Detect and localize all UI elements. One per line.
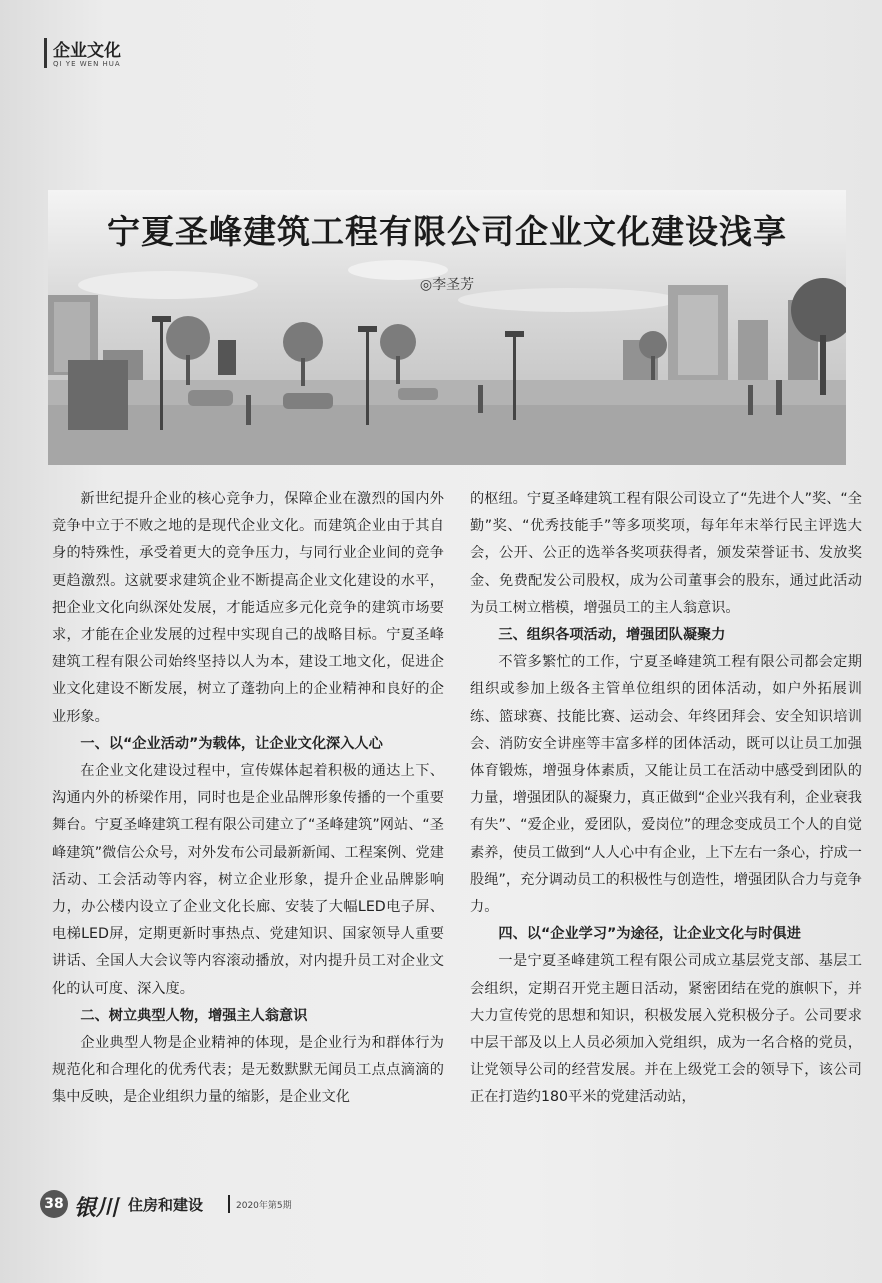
paragraph: 不管多繁忙的工作，宁夏圣峰建筑工程有限公司都会定期组织或参加上级各主管单位组织的团体活动，如户外拓展训练、篮球赛、技能比赛、运动会、年终团拜会、安全知识培训会、消防安全讲座等丰富多样的团体活动，既可以让员工加强体育锻炼，增强身体素质，又能让员工在活动中感受到团队的力量，增强团队的凝聚力，真正做到“企业兴我有利，企业衰我有失”、“爱企业，爱团队，爱岗位”的理念变成员工个人的自觉素养，使员工做到“人人心中有企业，上下左右一条心，拧成一股绳”，充分调动员工的积极性与创造性，增强团队合力与竞争力。 xyxy=(470,654,862,916)
section-heading: 三、组织各项活动，增强团队凝聚力 xyxy=(498,627,726,644)
footer-divider xyxy=(228,1195,230,1213)
article-column-left xyxy=(52,486,444,1112)
paragraph: 企业典型人物是企业精神的体现，是企业行为和群体行为规范化和合理化的优秀代表；是无数默默无闻员工点点滴滴的集中反映，是企业组织力量的缩影，是企业文化 xyxy=(52,1035,444,1106)
magazine-name: 住房和建设 xyxy=(128,1196,204,1214)
article-banner xyxy=(48,190,846,465)
section-heading: 二、树立典型人物，增强主人翁意识 xyxy=(80,1007,308,1024)
issue-label: 2020年第5期 xyxy=(236,1201,292,1211)
page-number: 38 xyxy=(40,1190,68,1218)
article-title: 宁夏圣峰建筑工程有限公司企业文化建设浅享 xyxy=(107,212,787,251)
section-divider xyxy=(44,38,47,68)
paragraph: 新世纪提升企业的核心竞争力，保障企业在激烈的国内外竞争中立于不败之地的是现代企业文化。而建筑企业由于其自身的特殊性，承受着更大的竞争压力，与同行业企业间的竞争更趋激烈。这就要求建筑企业不断提高企业文化建设的水平，把企业文化向纵深处发展，才能适应多元化竞争的建筑市场要求，才能在企业发展的过程中实现自己的战略目标。宁夏圣峰建筑工程有限公司始终坚持以人为本，建设工地文化，促进企业文化建设不断发展，树立了蓬勃向上的企业精神和良好的企业形象。 xyxy=(52,491,444,725)
section-title: 企业文化 xyxy=(53,41,121,61)
paragraph: 的枢纽。宁夏圣峰建筑工程有限公司设立了“先进个人”奖、“全勤”奖、“优秀技能手”等多项奖项，每年年末举行民主评选大会，公开、公正的选举各奖项获得者，颁发荣誉证书、发放奖金、免费配发公司股权，成为公司董事会的股东，通过此活动为员工树立楷模，增强员工的主人翁意识。 xyxy=(470,491,862,616)
article-column-right xyxy=(470,486,862,1112)
article-author: ◎李圣芳 xyxy=(419,277,475,293)
section-heading: 一、以“企业活动”为载体，让企业文化深入人心 xyxy=(80,735,383,752)
section-heading: 四、以“企业学习”为途径，让企业文化与时俱进 xyxy=(498,926,801,943)
paragraph: 一是宁夏圣峰建筑工程有限公司成立基层党支部、基层工会组织，定期召开党主题日活动，紧密团结在党的旗帜下，并大力宣传党的思想和知识，积极发展入党积极分子。公司要求中层干部及以上人员必须加入党组织，成为一名合格的党员，让党领导公司的经营发展。并在上级党工会的领导下，该公司正在打造约180平米的党建活动站， xyxy=(470,953,862,1106)
section-subtitle: QI YE WEN HUA xyxy=(53,60,121,68)
magazine-logo: 银川 xyxy=(74,1195,119,1221)
paragraph: 在企业文化建设过程中，宣传媒体起着积极的通达上下、沟通内外的桥梁作用，同时也是企业品牌形象传播的一个重要舞台。宁夏圣峰建筑工程有限公司建立了“圣峰建筑”网站、“圣峰建筑”微信公众号，对外发布公司最新新闻、工程案例、党建活动、工会活动等内容，树立企业形象，提升企业品牌影响力，办公楼内设立了企业文化长廊、安装了大幅LED电子屏、电梯LED屏，定期更新时事热点、党建知识、国家领导人重要讲话、全国人大会议等内容滚动播放，对内提升员工对企业文化的认可度、深入度。 xyxy=(52,763,444,997)
